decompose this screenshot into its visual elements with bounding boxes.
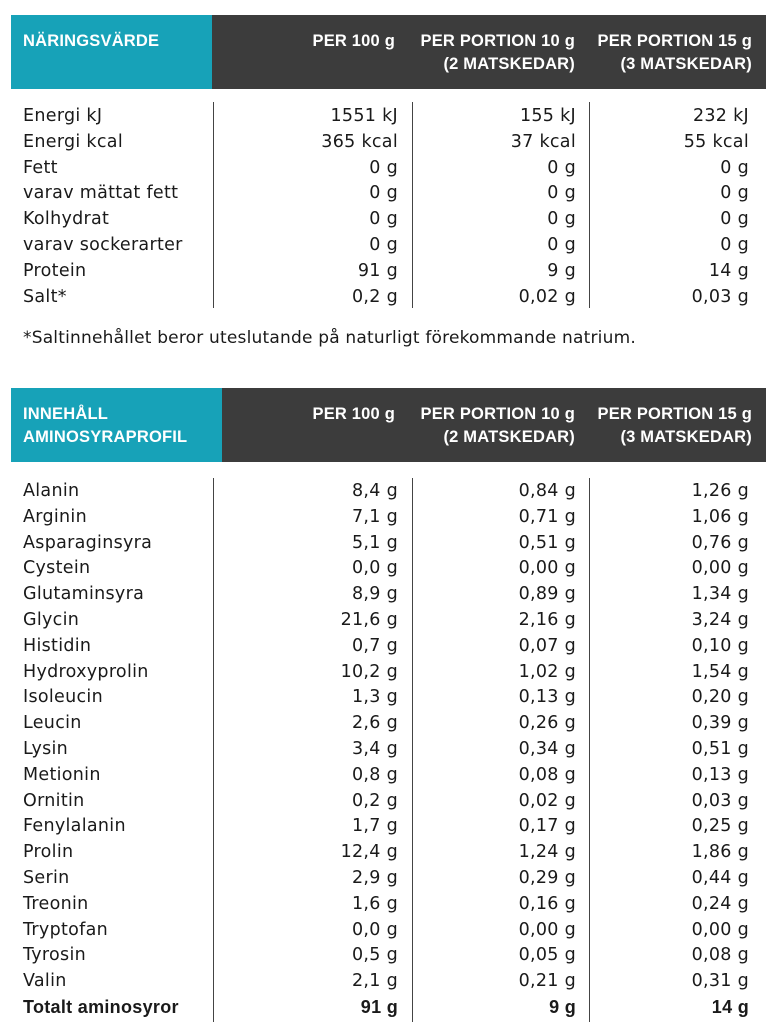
nutrient-name: Ornitin <box>23 790 85 811</box>
value-portion-10g: 0,51 g <box>518 532 576 553</box>
value-portion-10g: 37 kcal <box>510 131 576 152</box>
table-row <box>0 259 776 285</box>
nutrient-name: Serin <box>23 868 70 888</box>
nutrient-name: Histidin <box>23 635 92 656</box>
value-per-100g: 0 g <box>369 235 398 255</box>
header-line: INNEHÅLL <box>23 405 109 423</box>
table-row <box>0 789 776 815</box>
value-portion-10g: 0,07 g <box>518 635 576 656</box>
nutrient-name: Isoleucin <box>23 687 103 708</box>
value-portion-10g: 0,13 g <box>518 687 576 708</box>
value-portion-15g: 1,34 g <box>691 584 749 605</box>
table-row <box>0 207 776 233</box>
amino-header <box>11 388 766 462</box>
value-per-100g: 8,4 g <box>351 481 398 501</box>
value-portion-15g: 0,76 g <box>691 532 749 553</box>
value-portion-10g: 1,02 g <box>518 661 576 682</box>
value-portion-10g: 1,24 g <box>518 842 576 863</box>
nutrition-col-portion10 <box>421 30 575 76</box>
value-per-100g: 3,4 g <box>351 739 398 759</box>
value-portion-15g: 14 g <box>708 260 749 281</box>
table-row <box>0 866 776 892</box>
value-per-100g: 21,6 g <box>340 610 398 630</box>
value-portion-10g: 0,02 g <box>518 790 576 811</box>
nutrient-name: Metionin <box>23 764 101 785</box>
nutrient-name: Protein <box>23 260 87 281</box>
value-portion-15g: 0,00 g <box>691 919 749 940</box>
table-row <box>0 531 776 557</box>
header-line: PER PORTION 10 g <box>420 405 575 423</box>
header-line: PER 100 g <box>312 405 395 423</box>
value-portion-10g: 0 g <box>547 183 576 204</box>
value-per-100g: 0,0 g <box>351 919 398 940</box>
nutrition-header <box>11 15 766 89</box>
value-portion-15g: 0,25 g <box>691 816 749 837</box>
table-row <box>0 608 776 634</box>
total-per-100g: 91 g <box>360 997 398 1017</box>
value-per-100g: 0 g <box>369 209 398 230</box>
nutrient-name: Kolhydrat <box>23 209 110 230</box>
nutrient-name: Salt* <box>23 286 67 307</box>
value-portion-10g: 0 g <box>547 209 576 230</box>
header-line: (3 MATSKEDAR) <box>620 55 752 73</box>
value-portion-10g: 0,89 g <box>518 584 576 605</box>
value-portion-15g: 0 g <box>720 157 749 178</box>
value-portion-10g: 0,84 g <box>518 481 576 501</box>
table-row <box>0 156 776 182</box>
value-portion-15g: 0,39 g <box>691 713 749 734</box>
table-row <box>0 918 776 944</box>
value-per-100g: 8,9 g <box>351 584 398 605</box>
value-portion-10g: 0 g <box>547 157 576 178</box>
nutrient-name: varav mättat fett <box>23 183 179 204</box>
value-portion-10g: 9 g <box>547 260 576 281</box>
value-portion-10g: 2,16 g <box>518 610 576 630</box>
value-portion-15g: 0,10 g <box>691 635 749 656</box>
table-row <box>0 181 776 207</box>
nutrient-name: Leucin <box>23 713 82 734</box>
table-row <box>0 685 776 711</box>
value-portion-10g: 0,00 g <box>518 919 576 940</box>
nutrient-name: Cystein <box>23 558 91 579</box>
header-line: (2 MATSKEDAR) <box>443 428 575 446</box>
value-portion-10g: 0,26 g <box>518 713 576 734</box>
value-per-100g: 0,0 g <box>351 558 398 579</box>
value-per-100g: 0,7 g <box>351 635 398 656</box>
nutrient-name: Tryptofan <box>23 919 109 940</box>
nutrient-name: Asparaginsyra <box>23 532 153 553</box>
value-portion-10g: 0,71 g <box>518 506 576 527</box>
header-line: PER PORTION 10 g <box>420 32 575 50</box>
value-portion-15g: 3,24 g <box>691 610 749 630</box>
nutrient-name: Energi kcal <box>23 131 123 152</box>
value-per-100g: 7,1 g <box>351 506 398 527</box>
table-row <box>0 104 776 130</box>
value-per-100g: 1,6 g <box>351 893 398 914</box>
nutrient-name: Glycin <box>23 610 80 630</box>
table-row <box>0 737 776 763</box>
nutrient-name: Tyrosin <box>23 945 87 966</box>
table-row <box>0 660 776 686</box>
value-portion-10g: 0,00 g <box>518 558 576 579</box>
value-per-100g: 0,5 g <box>351 945 398 966</box>
table-row <box>0 711 776 737</box>
nutrient-name: Arginin <box>23 506 87 527</box>
table-row <box>0 285 776 311</box>
value-per-100g: 0 g <box>369 183 398 204</box>
value-per-100g: 5,1 g <box>351 532 398 553</box>
table-row <box>0 943 776 969</box>
total-label: Totalt aminosyror <box>23 997 179 1017</box>
value-per-100g: 0,8 g <box>351 764 398 785</box>
nutrient-name: Energi kJ <box>23 106 103 126</box>
amino-col-portion10 <box>421 403 575 449</box>
table-row <box>0 634 776 660</box>
value-per-100g: 1551 kJ <box>330 106 398 126</box>
value-portion-10g: 0,02 g <box>518 286 576 307</box>
nutrient-name: Treonin <box>23 893 89 914</box>
value-portion-15g: 0,20 g <box>691 687 749 708</box>
value-portion-15g: 0,44 g <box>691 868 749 888</box>
nutrient-name: Fenylalanin <box>23 816 126 837</box>
nutrient-name: Hydroxyprolin <box>23 661 149 682</box>
value-per-100g: 1,3 g <box>351 687 398 708</box>
value-portion-15g: 0,24 g <box>691 893 749 914</box>
salt-footnote: *Saltinnehållet beror uteslutande på naturligt förekommande natrium. <box>23 328 636 348</box>
value-portion-10g: 0,21 g <box>518 971 576 992</box>
value-portion-15g: 0 g <box>720 209 749 230</box>
nutrient-name: Prolin <box>23 842 74 863</box>
value-portion-10g: 155 kJ <box>519 106 576 126</box>
header-line: PER PORTION 15 g <box>597 32 752 50</box>
value-per-100g: 0,2 g <box>351 286 398 307</box>
header-line: (2 MATSKEDAR) <box>443 55 575 73</box>
header-line: NÄRINGSVÄRDE <box>23 32 160 50</box>
header-line: PER PORTION 15 g <box>597 405 752 423</box>
value-portion-10g: 0,05 g <box>518 945 576 966</box>
value-per-100g: 12,4 g <box>340 842 398 863</box>
table-row <box>0 840 776 866</box>
table-row <box>0 130 776 156</box>
value-portion-15g: 0,08 g <box>691 945 749 966</box>
value-portion-10g: 0,29 g <box>518 868 576 888</box>
value-portion-15g: 0,13 g <box>691 764 749 785</box>
table-row <box>0 582 776 608</box>
table-row <box>0 763 776 789</box>
header-line: AMINOSYRAPROFIL <box>23 428 188 446</box>
value-portion-15g: 55 kcal <box>683 131 749 152</box>
value-portion-15g: 0,51 g <box>691 739 749 759</box>
total-portion-15g: 14 g <box>711 997 749 1017</box>
value-per-100g: 2,6 g <box>351 713 398 734</box>
value-per-100g: 10,2 g <box>340 661 398 682</box>
table-row <box>0 556 776 582</box>
table-row <box>0 969 776 995</box>
nutrient-name: Valin <box>23 971 67 992</box>
table-row <box>0 233 776 259</box>
nutrient-name: varav sockerarter <box>23 235 183 255</box>
value-portion-15g: 1,26 g <box>691 481 749 501</box>
value-portion-15g: 0,31 g <box>691 971 749 992</box>
value-per-100g: 0,2 g <box>351 790 398 811</box>
amino-col-portion15 <box>598 403 752 449</box>
amino-title <box>23 403 187 449</box>
value-portion-15g: 0,03 g <box>691 790 749 811</box>
value-portion-10g: 0,16 g <box>518 893 576 914</box>
value-per-100g: 2,9 g <box>351 868 398 888</box>
nutrition-title <box>23 30 159 53</box>
table-row <box>0 479 776 505</box>
nutrient-name: Alanin <box>23 481 80 501</box>
nutrition-col-portion15 <box>598 30 752 76</box>
value-portion-15g: 1,06 g <box>691 506 749 527</box>
value-portion-15g: 0 g <box>720 235 749 255</box>
value-portion-10g: 0,34 g <box>518 739 576 759</box>
table-row <box>0 892 776 918</box>
value-per-100g: 365 kcal <box>321 131 398 152</box>
value-portion-10g: 0,08 g <box>518 764 576 785</box>
nutrient-name: Lysin <box>23 739 69 759</box>
value-per-100g: 1,7 g <box>351 816 398 837</box>
value-portion-15g: 232 kJ <box>692 106 749 126</box>
value-per-100g: 2,1 g <box>351 971 398 992</box>
value-portion-10g: 0 g <box>547 235 576 255</box>
header-line: PER 100 g <box>312 32 395 50</box>
value-portion-15g: 1,86 g <box>691 842 749 863</box>
value-portion-15g: 0,00 g <box>691 558 749 579</box>
table-row <box>0 505 776 531</box>
amino-col-per100 <box>312 403 395 426</box>
header-line: (3 MATSKEDAR) <box>620 428 752 446</box>
table-row <box>0 814 776 840</box>
value-portion-15g: 0,03 g <box>691 286 749 307</box>
value-per-100g: 0 g <box>369 157 398 178</box>
value-per-100g: 91 g <box>357 260 398 281</box>
total-row <box>0 995 776 1021</box>
nutrient-name: Glutaminsyra <box>23 584 145 605</box>
nutrition-col-per100 <box>312 30 395 53</box>
value-portion-15g: 0 g <box>720 183 749 204</box>
value-portion-15g: 1,54 g <box>691 661 749 682</box>
nutrient-name: Fett <box>23 157 58 178</box>
value-portion-10g: 0,17 g <box>518 816 576 837</box>
total-portion-10g: 9 g <box>549 997 576 1017</box>
